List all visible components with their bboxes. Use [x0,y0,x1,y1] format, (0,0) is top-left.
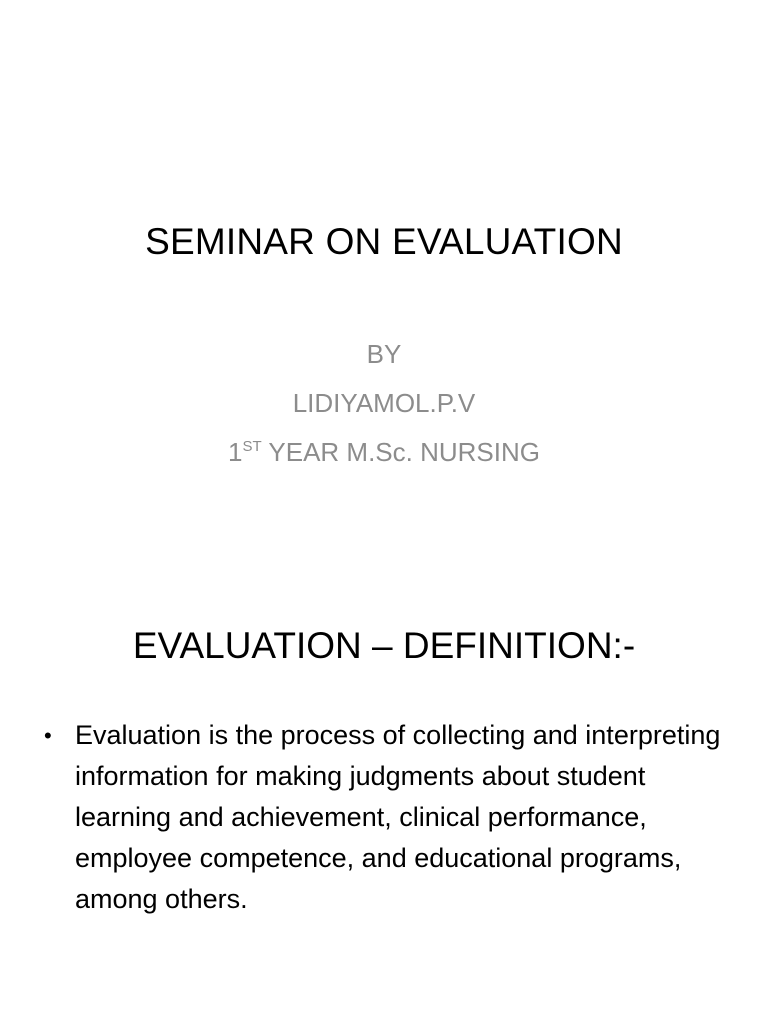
slide-subtitle [0,330,768,477]
bullet-text: Evaluation is the process of collecting and interpreting information for making judgments about student learning and achievement, clinical performance, employee competence, and educational programs, among others. [75,720,721,914]
course-year-suffix: ST [242,438,262,455]
slide-title-heading: SEMINAR ON EVALUATION [145,221,623,262]
course-year-number: 1 [228,437,243,467]
definition-heading: EVALUATION – DEFINITION:- [132,625,636,666]
subtitle-course [0,428,768,477]
subtitle-author: LIDIYAMOL.P.V [292,388,476,418]
bullet-icon: • [44,723,52,748]
list-item [40,715,740,920]
slide-definition [0,512,768,1024]
subtitle-by: BY [366,339,402,369]
course-name: YEAR M.Sc. NURSING [261,437,540,467]
bullet-list [40,715,740,920]
